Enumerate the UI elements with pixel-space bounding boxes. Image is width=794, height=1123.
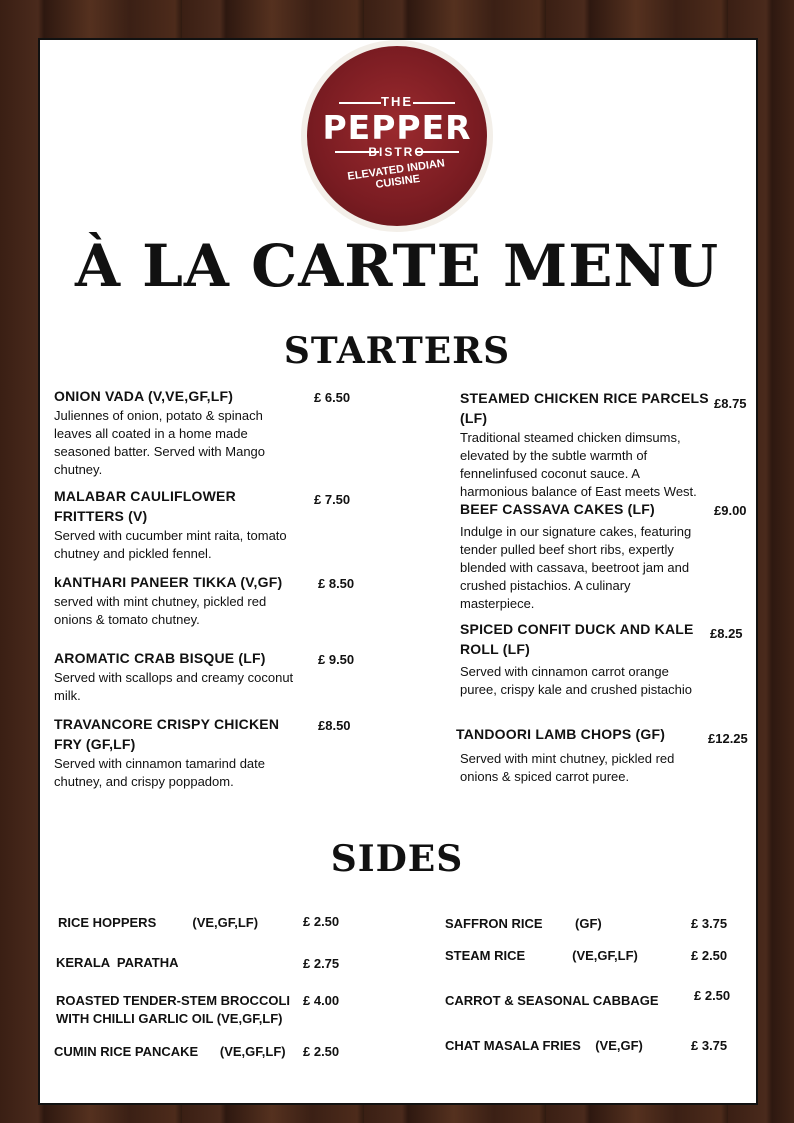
logo-the: THE (381, 94, 413, 109)
bistro-logo (307, 46, 487, 226)
starter-description: Served with cinnamon carrot orange puree, crispy kale and crushed pistachio (460, 664, 692, 697)
starter-price: £8.25 (710, 626, 743, 641)
side-price: £ 2.75 (303, 956, 340, 971)
starter-item (460, 388, 710, 501)
side-name: ROASTED TENDER-STEM BROCCOLI WITH CHILLI GARLIC OIL (VE,GF,LF) (56, 993, 290, 1026)
side-name: SAFFRON RICE (GF) (445, 916, 602, 931)
starter-price: £8.75 (714, 396, 747, 411)
starter-item (54, 486, 294, 563)
side-name: STEAM RICE (VE,GF,LF) (445, 948, 638, 963)
starter-description: served with mint chutney, pickled red onions & tomato chutney. (54, 594, 267, 627)
side-name: KERALA PARATHA (56, 955, 179, 970)
starter-price: £ 9.50 (318, 652, 355, 667)
side-name: CHAT MASALA FRIES (VE,GF) (445, 1038, 643, 1053)
side-price: £ 3.75 (691, 916, 728, 931)
starter-description: Traditional steamed chicken dimsums, elevated by the subtle warmth of fennelinfused coconut sauce. A harmonious balance of East meets West. (460, 430, 697, 499)
starter-price: £ 8.50 (318, 576, 355, 591)
starter-name: AROMATIC CRAB BISQUE (LF) (54, 650, 266, 666)
starter-description: Served with mint chutney, pickled red onions & spiced carrot puree. (460, 751, 675, 784)
starter-description: Served with cucumber mint raita, tomato chutney and pickled fennel. (54, 528, 287, 561)
side-price: £ 2.50 (691, 948, 728, 963)
starter-price: £ 6.50 (314, 390, 351, 405)
side-price: £ 2.50 (694, 988, 731, 1003)
starter-price: £ 7.50 (314, 492, 351, 507)
starter-item (54, 648, 294, 705)
starter-price: £8.50 (318, 718, 351, 733)
starter-price: £9.00 (714, 503, 747, 518)
starter-description: Juliennes of onion, potato & spinach leaves all coated in a home made seasoned batter. Served with Mango chutney. (54, 408, 266, 477)
starter-item (456, 724, 706, 786)
starter-item (460, 619, 705, 699)
starter-description: Served with scallops and creamy coconut milk. (54, 670, 294, 703)
starter-price: £12.25 (708, 731, 748, 746)
starter-name: STEAMED CHICKEN RICE PARCELS (LF) (460, 390, 709, 426)
side-price: £ 2.50 (303, 914, 340, 929)
side-price: £ 4.00 (303, 993, 340, 1008)
starter-name: ONION VADA (V,VE,GF,LF) (54, 388, 234, 404)
side-price: £ 3.75 (691, 1038, 728, 1053)
menu-title: À LA CARTE MENU (74, 232, 720, 300)
starter-name: TRAVANCORE CRISPY CHICKEN FRY (GF,LF) (54, 716, 280, 752)
starter-name: SPICED CONFIT DUCK AND KALE ROLL (LF) (460, 621, 694, 657)
starter-item (460, 499, 705, 613)
logo-bistro: BISTRO (368, 145, 426, 159)
side-price: £ 2.50 (303, 1044, 340, 1059)
starter-item (54, 572, 299, 629)
starter-name: MALABAR CAULIFLOWER FRITTERS (V) (54, 488, 236, 524)
side-name: CUMIN RICE PANCAKE (VE,GF,LF) (54, 1044, 286, 1059)
sides-heading: SIDES (330, 838, 464, 880)
starter-description: Served with cinnamon tamarind date chutney, and crispy poppadom. (54, 756, 266, 789)
logo-pepper: PEPPER (322, 108, 472, 147)
starter-name: kANTHARI PANEER TIKKA (V,GF) (54, 574, 283, 590)
starters-heading: STARTERS (283, 330, 511, 372)
side-name: RICE HOPPERS (VE,GF,LF) (58, 915, 259, 930)
starter-item (54, 386, 289, 479)
starter-name: TANDOORI LAMB CHOPS (GF) (456, 726, 666, 742)
starter-name: BEEF CASSAVA CAKES (LF) (460, 501, 655, 517)
side-name: CARROT & SEASONAL CABBAGE (445, 993, 659, 1008)
logo-tagline: ELEVATED INDIAN CUISINE (346, 157, 446, 191)
starter-item (54, 714, 294, 791)
starter-description: Indulge in our signature cakes, featuring tender pulled beef short ribs, expertly blended with cassava, beetroot jam and crushed pistachios. A culinary masterpiece. (460, 524, 692, 611)
